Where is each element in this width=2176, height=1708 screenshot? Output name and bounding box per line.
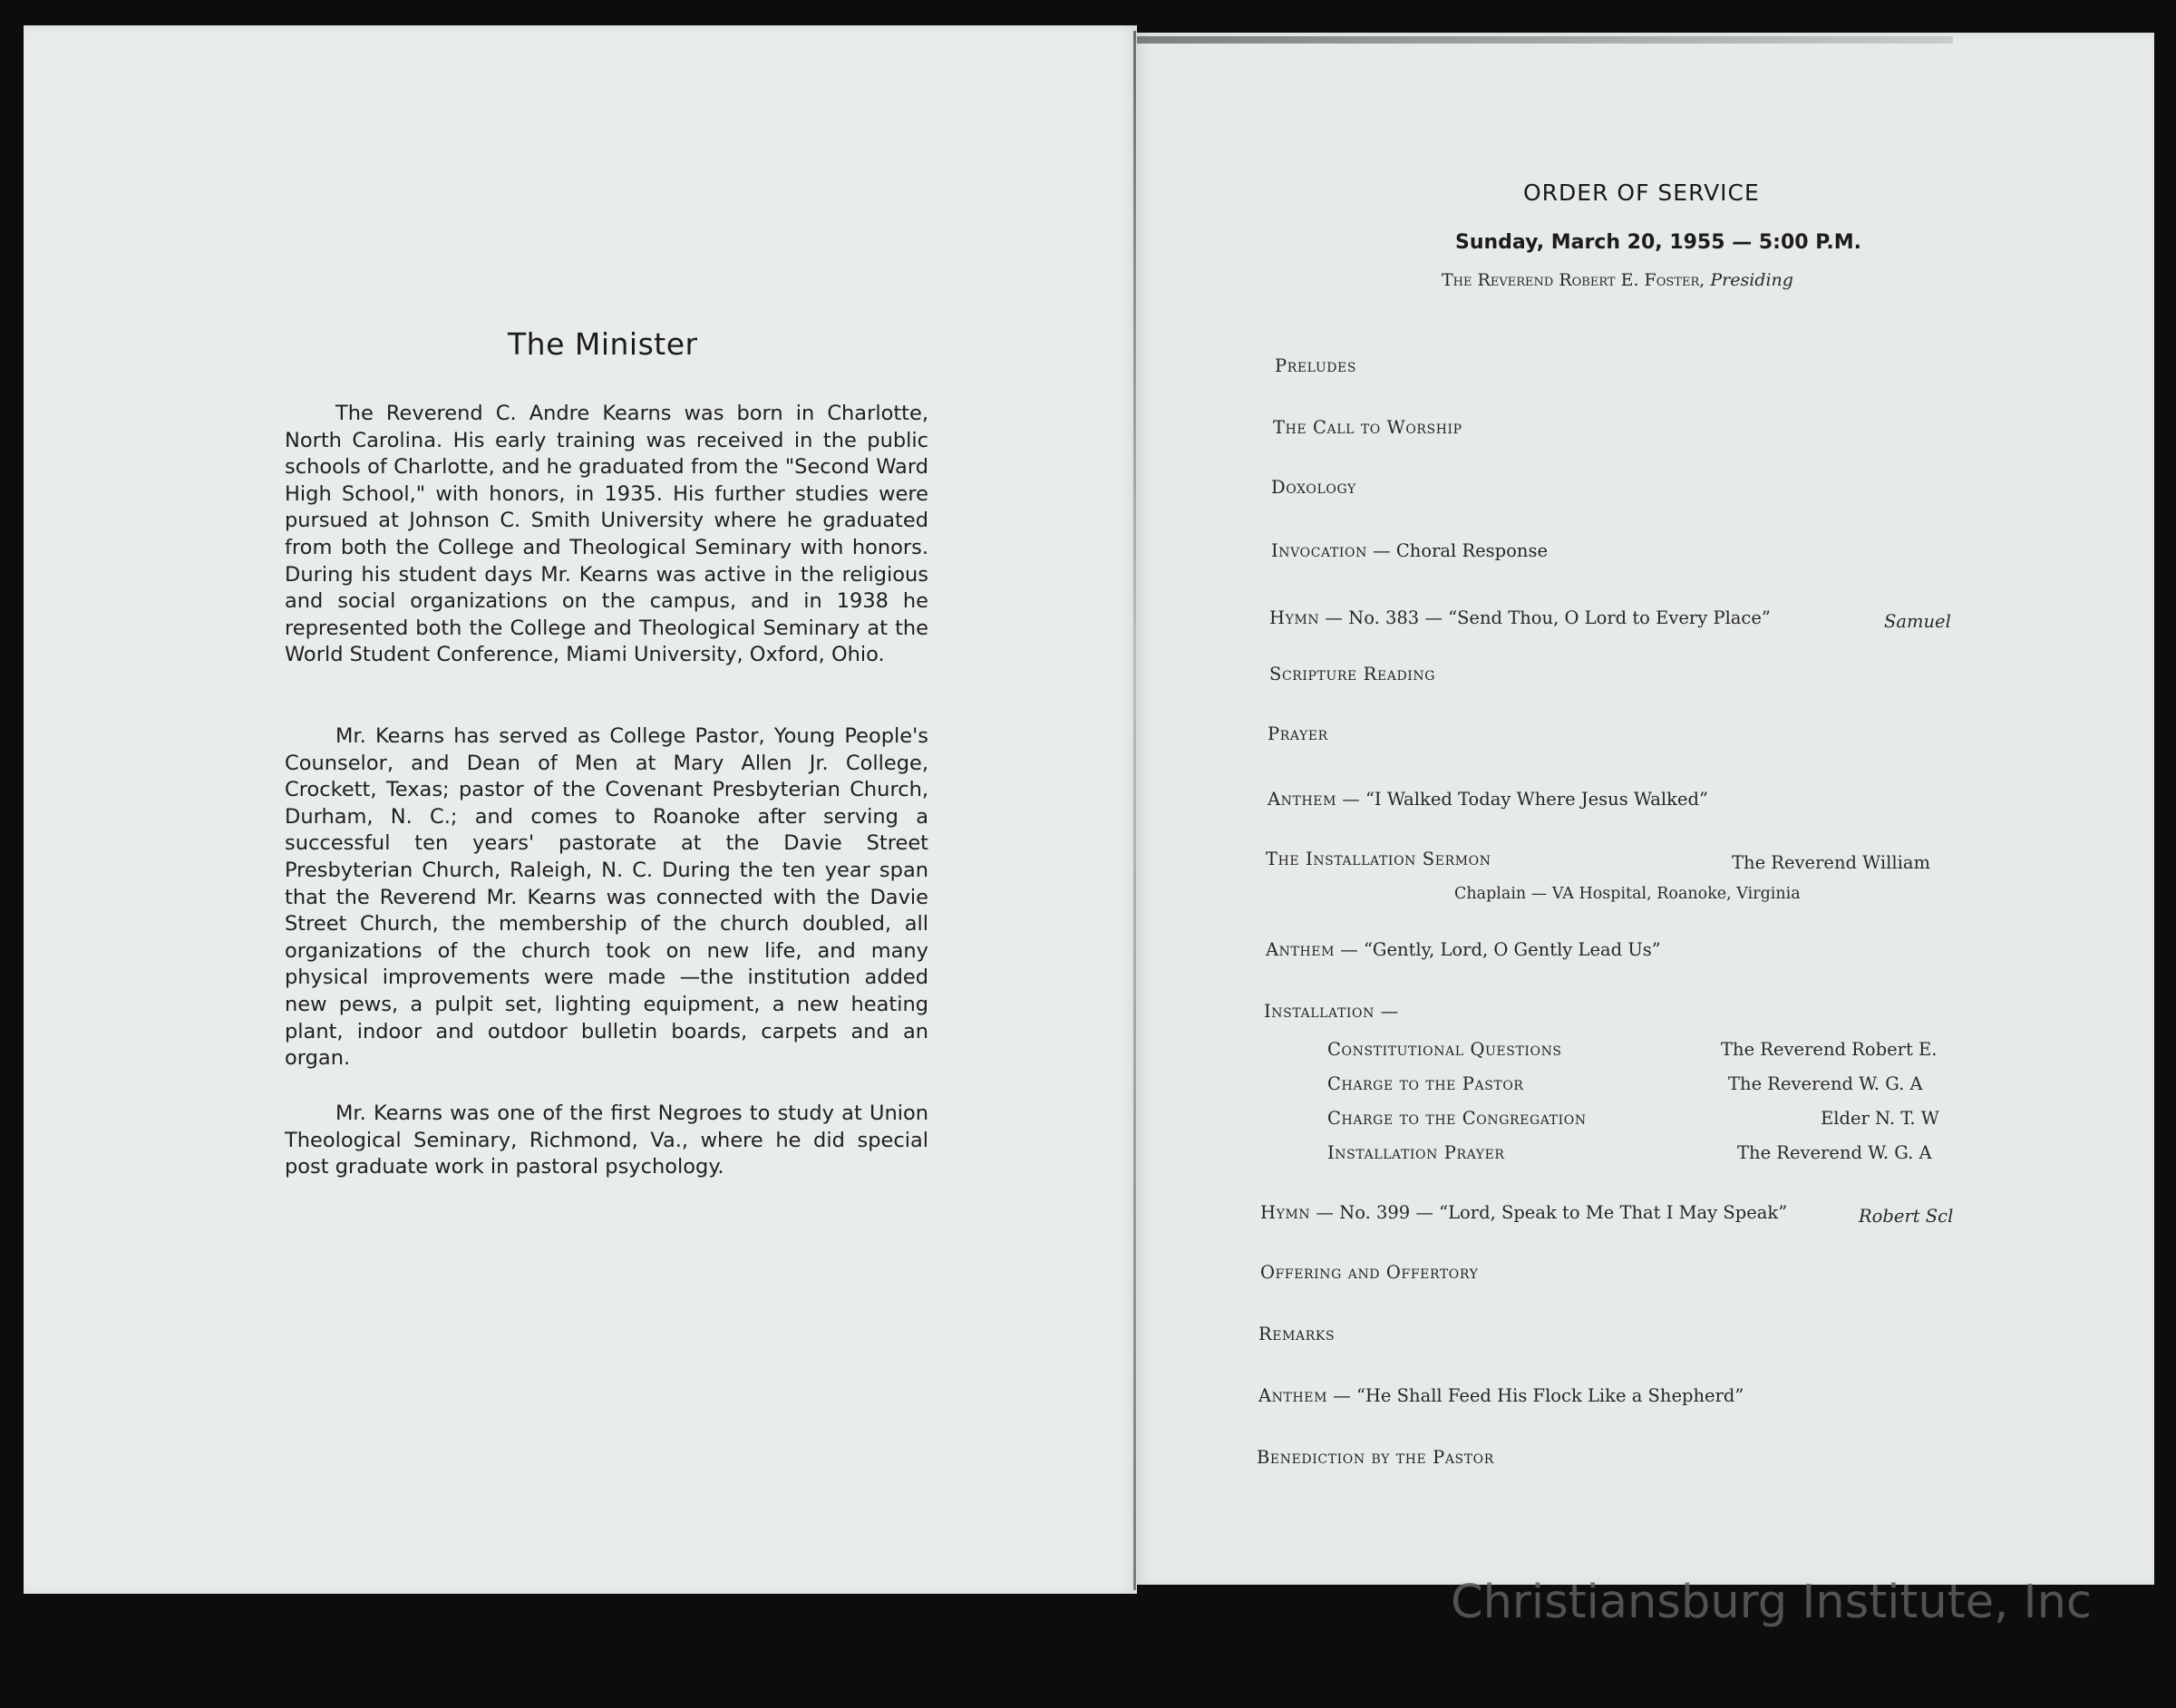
service-item: Anthem — “He Shall Feed His Flock Like a Shepherd” bbox=[1258, 1385, 1744, 1406]
hymn-author: Samuel bbox=[1884, 611, 1951, 632]
service-item: Benediction by the Pastor bbox=[1257, 1447, 1494, 1468]
top-edge-shadow bbox=[1137, 36, 1953, 44]
service-item: Anthem — “Gently, Lord, O Gently Lead Us” bbox=[1266, 939, 1661, 960]
presiding-name: The Reverend Robert E. Foster, bbox=[1442, 270, 1705, 290]
service-item: Hymn — No. 399 — “Lord, Speak to Me That I May Speak” bbox=[1260, 1202, 1788, 1223]
minister-heading: The Minister bbox=[508, 326, 698, 362]
service-item: The Installation Sermon bbox=[1266, 849, 1491, 869]
installation-part: Installation Prayer bbox=[1327, 1142, 1505, 1163]
service-item: Prayer bbox=[1268, 723, 1328, 744]
hymn-author: Robert Scl bbox=[1859, 1206, 1954, 1227]
installation-part: Charge to the Pastor bbox=[1327, 1073, 1524, 1094]
service-item: Doxology bbox=[1271, 477, 1356, 498]
page-fold bbox=[1133, 31, 1136, 1590]
service-item: Hymn — No. 383 — “Send Thou, O Lord to Every Place” bbox=[1269, 607, 1771, 628]
sermon-preacher: The Reverend William bbox=[1732, 852, 1930, 873]
presiding-role: Presiding bbox=[1710, 270, 1793, 290]
installation-part: Constitutional Questions bbox=[1327, 1039, 1562, 1060]
bio-paragraph-2: Mr. Kearns has served as College Pastor, Young People's Counselor, and Dean of Men at Mary Allen Jr. College, Crockett, Texas; pastor of the Covenant Presbyterian Church, Durham, N. C.; and comes to Roanoke after serving a successful ten years' pastorate at the Davie Street Presbyterian Church, Raleigh, N. C. During the ten year span that the Reverend Mr. Kearns was connected with the Davie Street Church, the membership of the church doubled, all organizations of the church took on new life, and many physical improvements were made —the institution added new pews, a pulpit set, lighting equipment, a new heating plant, indoor and outdoor bulletin boards, carpets and an organ. bbox=[285, 724, 928, 1071]
installation-officiant: The Reverend W. G. A bbox=[1728, 1073, 1923, 1094]
service-item: Anthem — “I Walked Today Where Jesus Walked” bbox=[1268, 789, 1708, 810]
order-of-service-title: ORDER OF SERVICE bbox=[1523, 180, 1760, 206]
service-item: Offering and Offertory bbox=[1260, 1262, 1479, 1283]
sermon-note: Chaplain — VA Hospital, Roanoke, Virginia bbox=[1454, 885, 1801, 903]
installation-officiant: The Reverend Robert E. bbox=[1721, 1039, 1938, 1060]
service-item: Preludes bbox=[1275, 355, 1357, 376]
service-item: Installation — bbox=[1264, 1001, 1399, 1022]
bio-paragraph-1: The Reverend C. Andre Kearns was born in Charlotte, North Carolina. His early training was received in the public schools of Charlotte, and he graduated from the "Second Ward High School," with honors, in 1935. His further studies were pursued at Johnson C. Smith University where he graduated from both the College and Theological Seminary with honors. During his student days Mr. Kearns was active in the religious and social organizations on the campus, and in 1938 he represented both the College and Theological Seminary at the World Student Conference, Miami University, Oxford, Ohio. bbox=[285, 402, 928, 667]
archive-watermark: Christiansburg Institute, Inc bbox=[1451, 1576, 2092, 1629]
presiding-line bbox=[1442, 270, 1949, 290]
service-item: The Call to Worship bbox=[1273, 417, 1462, 438]
service-item: Scripture Reading bbox=[1269, 664, 1436, 684]
installation-part: Charge to the Congregation bbox=[1327, 1108, 1587, 1129]
service-date: Sunday, March 20, 1955 — 5:00 P.M. bbox=[1455, 231, 1861, 254]
installation-officiant: Elder N. T. W bbox=[1821, 1108, 1939, 1129]
service-item: Invocation — Choral Response bbox=[1271, 540, 1549, 561]
bio-paragraph-3: Mr. Kearns was one of the first Negroes to study at Union Theological Seminary, Richmond, Va., where he did special post graduate work in pastoral psychology. bbox=[285, 1101, 928, 1179]
installation-officiant: The Reverend W. G. A bbox=[1737, 1142, 1932, 1163]
service-item: Remarks bbox=[1258, 1324, 1336, 1344]
